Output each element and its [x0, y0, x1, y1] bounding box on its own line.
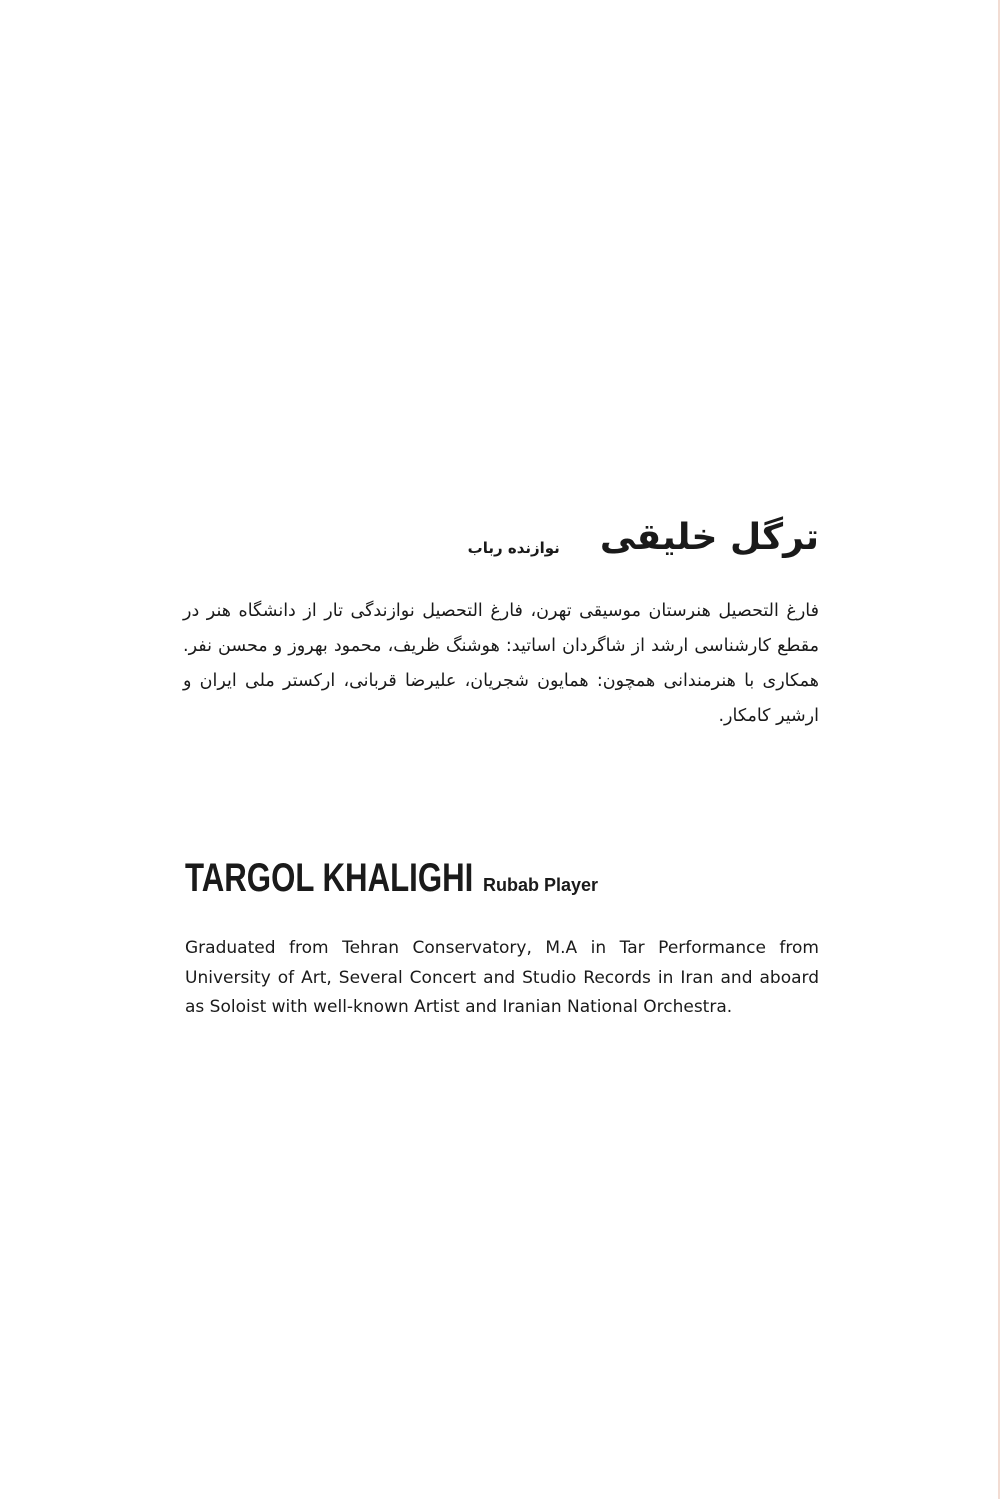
english-artist-role: Rubab Player — [483, 875, 599, 895]
english-section — [185, 853, 819, 1023]
persian-artist-name: ترگل خلیقی — [599, 517, 819, 558]
persian-biography: فارغ التحصیل هنرستان موسیقی تهرن، فارغ التحصیل نوازندگی تار از دانشگاه هنر در مقطع کارشناسی ارشد از شاگردان اساتید: هوشنگ ظریف، محمود بهروز و محسن نفر. همکاری با هنرمندانی همچون: همایون شجریان، علیرضا قربانی، ارکستر ملی ایران و ارشیر کامکار. — [183, 601, 819, 726]
persian-section — [183, 508, 819, 734]
english-artist-name: TARGOL KHALIGHI — [185, 856, 474, 900]
persian-artist-role: نوازنده رباب — [467, 539, 560, 557]
persian-header — [183, 508, 819, 568]
english-biography: Graduated from Tehran Conservatory, M.A in Tar Performance from University of Art, Several Concert and Studio Records in Iran and aboard as Soloist with well-known Artist and Iranian National Orchestra. — [185, 938, 819, 1017]
english-header — [185, 853, 819, 903]
